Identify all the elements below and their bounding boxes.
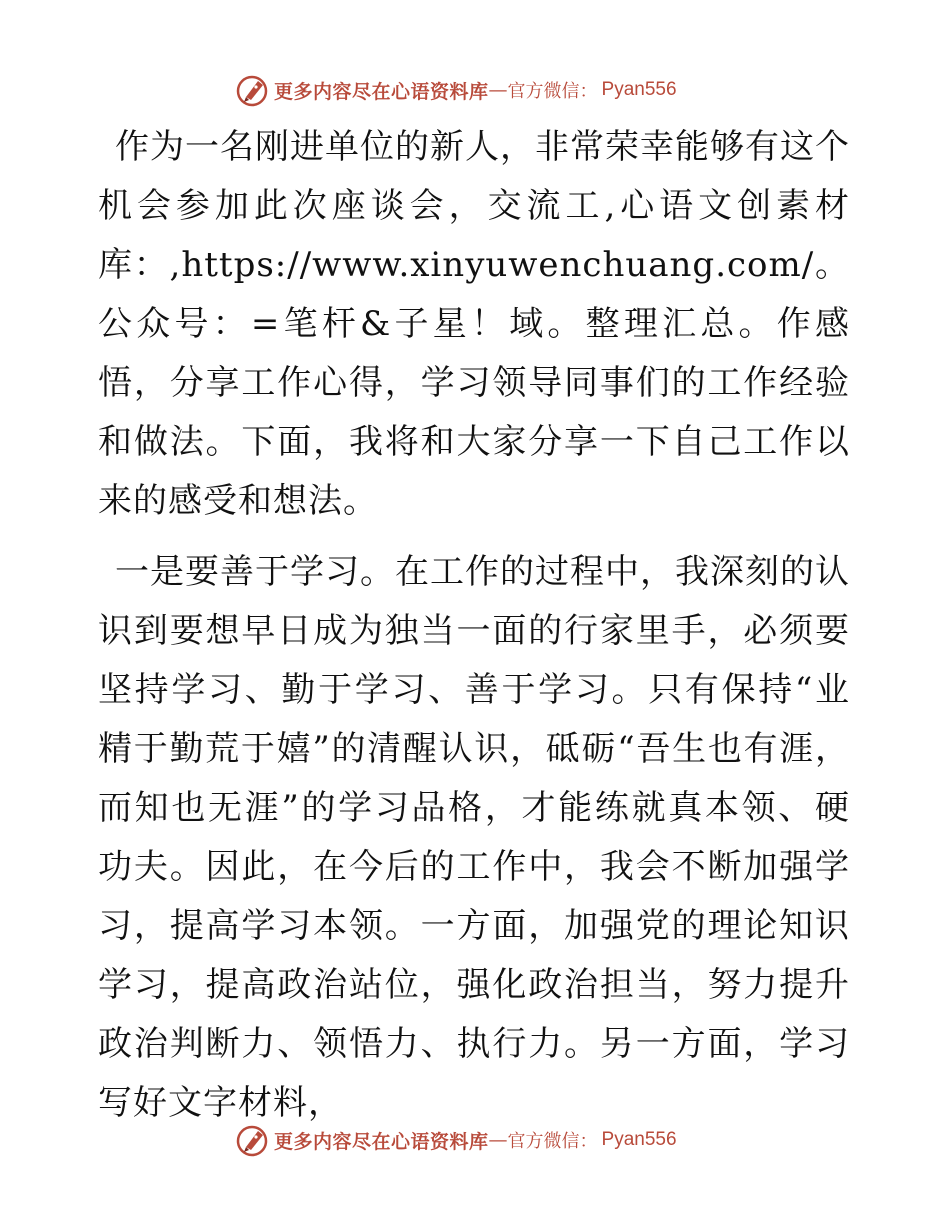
banner-text: 更多内容尽在心语资料库 bbox=[274, 80, 489, 103]
banner-dash: — bbox=[488, 1129, 508, 1151]
banner-wechat-id: Pyan556 bbox=[601, 79, 677, 100]
paragraph-learning: 一是要善于学习。在工作的过程中，我深刻的认识到要想早日成为独当一面的行家里手，必须要坚持学习、勤于学习、善于学习。只有保持“业精于勤荒于嬉”的清醒认识，砥砺“吾生也有涯，而知也无涯”的学习品格，才能练就真本领、硬功夫。因此，在今后的工作中，我会不断加强学习，提高学习本领。一方面，加强党的理论知识学习，提高政治站位，强化政治担当，努力提升政治判断力、领悟力、执行力。另一方面，学习写好文字材料， bbox=[98, 552, 850, 1123]
paragraph-intro: 作为一名刚进单位的新人，非常荣幸能够有这个机会参加此次座谈会，交流工,心语文创素材库：,https://www.xinyuwenchuang.com/。公众号：=笔杆&子星！域。整理汇总。作感悟，分享工作心得，学习领导同事们的工作经验和做法。下面，我将和大家分享一下自己工作以来的感受和想法。 bbox=[98, 127, 850, 521]
page-header-banner bbox=[236, 70, 677, 110]
banner-wechat-label: 官方微信： bbox=[507, 1131, 598, 1152]
banner-text: 更多内容尽在心语资料库 bbox=[274, 1130, 489, 1153]
page-footer-banner bbox=[236, 1120, 677, 1160]
banner-dash: — bbox=[488, 79, 508, 101]
pen-nib-logo-icon bbox=[236, 73, 270, 107]
banner-wechat-id: Pyan556 bbox=[601, 1129, 677, 1150]
banner-wechat-label: 官方微信： bbox=[507, 81, 598, 102]
document-body bbox=[98, 118, 850, 1133]
pen-nib-logo-icon bbox=[236, 1123, 270, 1157]
